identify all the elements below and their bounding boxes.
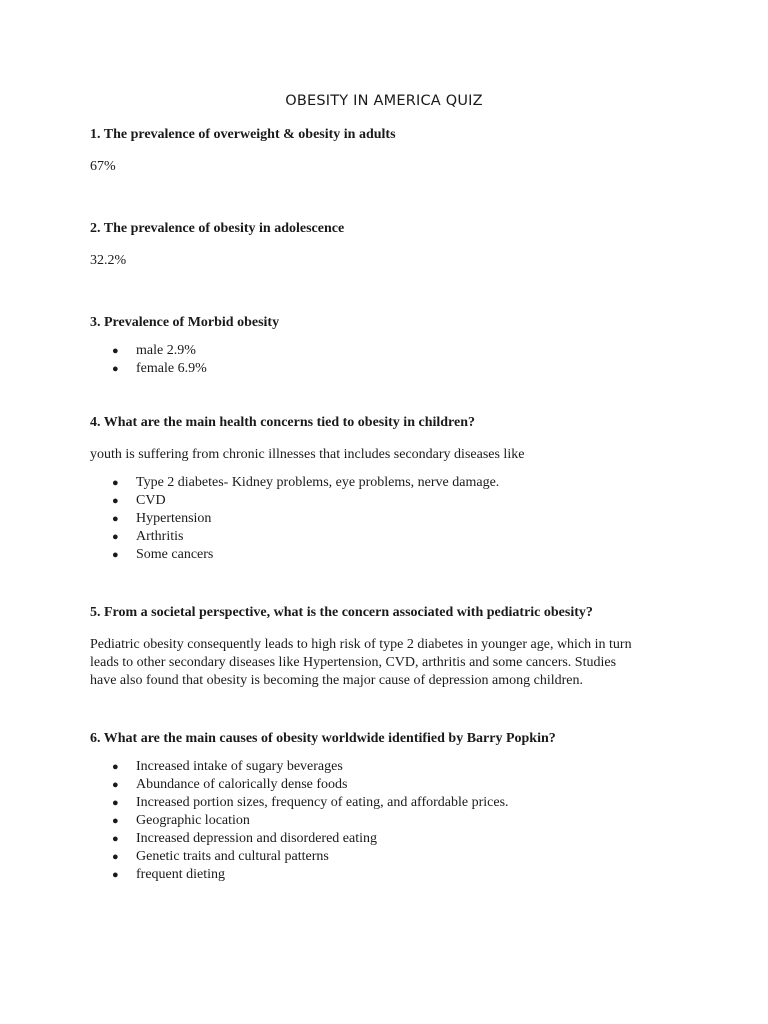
question-3 <box>90 314 690 378</box>
bullet-list <box>90 474 690 564</box>
list-item: ● Genetic traits and cultural patterns <box>112 849 329 864</box>
question-heading: 4. What are the main health concerns tied to obesity in children? <box>90 415 475 430</box>
list-item: ● Arthritis <box>112 529 184 544</box>
bullet-icon: ● <box>112 345 119 357</box>
bullet-icon: ● <box>112 477 119 489</box>
list-item: ● Geographic location <box>112 813 250 828</box>
question-4 <box>90 414 690 564</box>
question-1 <box>90 126 690 176</box>
question-heading: 5. From a societal perspective, what is the concern associated with pediatric obesity? <box>90 605 593 620</box>
bullet-list <box>90 342 690 378</box>
bullet-list <box>90 758 690 884</box>
page-title: OBESITY IN AMERICA QUIZ <box>285 93 483 109</box>
answer-text: 32.2% <box>90 253 127 268</box>
list-item: ● Increased intake of sugary beverages <box>112 759 343 774</box>
list-item: ● CVD <box>112 493 166 508</box>
bullet-icon: ● <box>112 797 119 809</box>
answer-intro: youth is suffering from chronic illnesses that includes secondary diseases like <box>90 447 525 462</box>
question-heading: 2. The prevalence of obesity in adolescence <box>90 221 345 236</box>
list-item: ● Type 2 diabetes- Kidney problems, eye problems, nerve damage. <box>112 475 500 490</box>
bullet-icon: ● <box>112 851 119 863</box>
bullet-icon: ● <box>112 815 119 827</box>
list-item: ● Hypertension <box>112 511 212 526</box>
list-item: ● female 6.9% <box>112 361 207 376</box>
bullet-icon: ● <box>112 779 119 791</box>
bullet-icon: ● <box>112 869 119 881</box>
list-item: ● Abundance of calorically dense foods <box>112 777 348 792</box>
bullet-icon: ● <box>112 531 119 543</box>
question-2 <box>90 220 690 270</box>
list-item: ● Increased depression and disordered eating <box>112 831 378 846</box>
bullet-icon: ● <box>112 549 119 561</box>
bullet-icon: ● <box>112 363 119 375</box>
document-body <box>90 126 690 884</box>
bullet-icon: ● <box>112 761 119 773</box>
answer-text: 67% <box>90 159 116 174</box>
bullet-icon: ● <box>112 513 119 525</box>
list-item: ● frequent dieting <box>112 867 226 882</box>
list-item: ● Some cancers <box>112 547 214 562</box>
question-heading: 6. What are the main causes of obesity worldwide identified by Barry Popkin? <box>90 731 556 746</box>
bullet-icon: ● <box>112 495 119 507</box>
question-heading: 1. The prevalence of overweight & obesity in adults <box>90 127 396 142</box>
question-6 <box>90 730 690 884</box>
bullet-icon: ● <box>112 833 119 845</box>
answer-paragraph: Pediatric obesity consequently leads to high risk of type 2 diabetes in younger age, which in turn leads to other secondary diseases like Hypertension, CVD, arthritis and some cancers. Studies have also found that obesity is becoming the major cause of depression among children. <box>90 637 632 688</box>
list-item: ● male 2.9% <box>112 343 196 358</box>
question-5 <box>90 604 690 690</box>
question-heading: 3. Prevalence of Morbid obesity <box>90 315 280 330</box>
list-item: ● Increased portion sizes, frequency of eating, and affordable prices. <box>112 795 509 810</box>
